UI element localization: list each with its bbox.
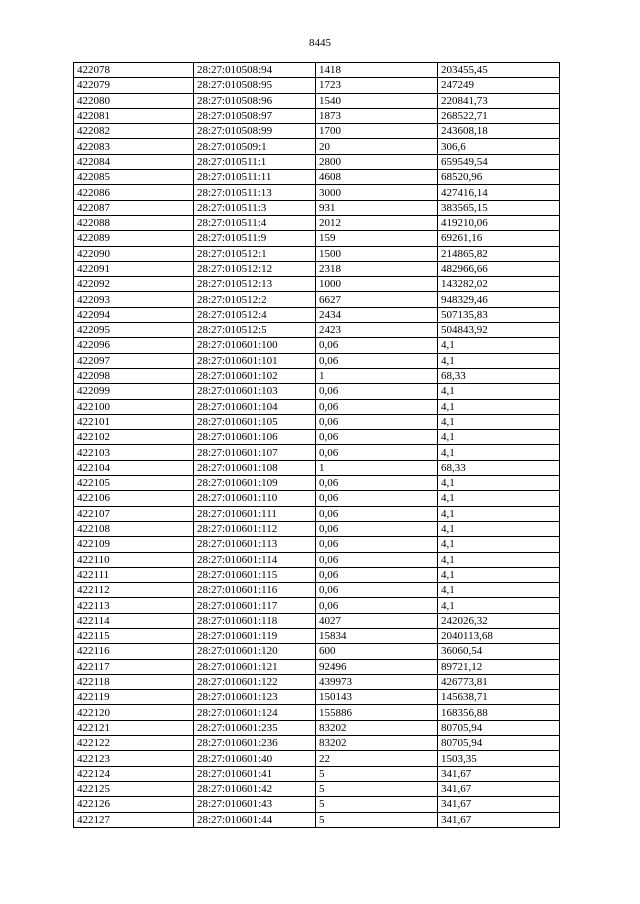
- page-number: 8445: [309, 37, 331, 49]
- value-cell: 80705,94: [438, 720, 560, 735]
- cadastral-number-cell: 28:27:010508:96: [194, 93, 316, 108]
- table-row: [74, 736, 560, 751]
- table-row: [74, 812, 560, 827]
- cadastral-number-cell: 28:27:010601:123: [194, 690, 316, 705]
- value-cell: 948329,46: [438, 292, 560, 307]
- cadastral-number-cell: 28:27:010601:235: [194, 720, 316, 735]
- value-cell: 4,1: [438, 476, 560, 491]
- cadastral-number-cell: 28:27:010512:12: [194, 261, 316, 276]
- area-cell: 2012: [316, 215, 438, 230]
- cadastral-number-cell: 28:27:010601:43: [194, 797, 316, 812]
- record-number-cell: 422097: [74, 353, 194, 368]
- cadastral-number-cell: 28:27:010601:236: [194, 736, 316, 751]
- area-cell: 155886: [316, 705, 438, 720]
- table-row: [74, 78, 560, 93]
- area-cell: 1: [316, 460, 438, 475]
- record-number-cell: 422087: [74, 200, 194, 215]
- cadastral-number-cell: 28:27:010601:40: [194, 751, 316, 766]
- value-cell: 69261,16: [438, 231, 560, 246]
- area-cell: 0,06: [316, 338, 438, 353]
- value-cell: 145638,71: [438, 690, 560, 705]
- value-cell: 4,1: [438, 598, 560, 613]
- table-row: [74, 63, 560, 78]
- record-number-cell: 422123: [74, 751, 194, 766]
- value-cell: 268522,71: [438, 108, 560, 123]
- record-number-cell: 422114: [74, 613, 194, 628]
- table-row: [74, 659, 560, 674]
- area-cell: 15834: [316, 628, 438, 643]
- cadastral-number-cell: 28:27:010511:11: [194, 170, 316, 185]
- table-row: [74, 353, 560, 368]
- value-cell: 4,1: [438, 353, 560, 368]
- value-cell: 247249: [438, 78, 560, 93]
- value-cell: 383565,15: [438, 200, 560, 215]
- value-cell: 220841,73: [438, 93, 560, 108]
- table-row: [74, 644, 560, 659]
- area-cell: 1500: [316, 246, 438, 261]
- area-cell: 0,06: [316, 353, 438, 368]
- value-cell: 4,1: [438, 399, 560, 414]
- record-number-cell: 422119: [74, 690, 194, 705]
- record-number-cell: 422108: [74, 521, 194, 536]
- table-row: [74, 430, 560, 445]
- area-cell: 0,06: [316, 384, 438, 399]
- area-cell: 5: [316, 781, 438, 796]
- table-row: [74, 292, 560, 307]
- record-number-cell: 422099: [74, 384, 194, 399]
- cadastral-number-cell: 28:27:010601:112: [194, 521, 316, 536]
- area-cell: 600: [316, 644, 438, 659]
- value-cell: 168356,88: [438, 705, 560, 720]
- record-number-cell: 422127: [74, 812, 194, 827]
- table-row: [74, 460, 560, 475]
- cadastral-number-cell: 28:27:010511:9: [194, 231, 316, 246]
- record-number-cell: 422106: [74, 491, 194, 506]
- area-cell: 4027: [316, 613, 438, 628]
- value-cell: 68,33: [438, 460, 560, 475]
- table-row: [74, 537, 560, 552]
- area-cell: 83202: [316, 736, 438, 751]
- cadastral-number-cell: 28:27:010601:109: [194, 476, 316, 491]
- area-cell: 5: [316, 766, 438, 781]
- cadastral-number-cell: 28:27:010601:110: [194, 491, 316, 506]
- value-cell: 341,67: [438, 797, 560, 812]
- value-cell: 341,67: [438, 781, 560, 796]
- value-cell: 4,1: [438, 384, 560, 399]
- value-cell: 68,33: [438, 368, 560, 383]
- record-number-cell: 422083: [74, 139, 194, 154]
- table-row: [74, 613, 560, 628]
- table-row: [74, 598, 560, 613]
- cadastral-number-cell: 28:27:010601:104: [194, 399, 316, 414]
- cadastral-number-cell: 28:27:010512:13: [194, 277, 316, 292]
- record-number-cell: 422102: [74, 430, 194, 445]
- table-row: [74, 552, 560, 567]
- table-row: [74, 93, 560, 108]
- table-row: [74, 491, 560, 506]
- record-number-cell: 422110: [74, 552, 194, 567]
- area-cell: 2318: [316, 261, 438, 276]
- cadastral-number-cell: 28:27:010508:99: [194, 124, 316, 139]
- value-cell: 427416,14: [438, 185, 560, 200]
- cadastral-number-cell: 28:27:010601:121: [194, 659, 316, 674]
- table-row: [74, 154, 560, 169]
- record-number-cell: 422092: [74, 277, 194, 292]
- cadastral-number-cell: 28:27:010601:105: [194, 414, 316, 429]
- record-number-cell: 422082: [74, 124, 194, 139]
- record-number-cell: 422095: [74, 323, 194, 338]
- cadastral-number-cell: 28:27:010601:103: [194, 384, 316, 399]
- value-cell: 341,67: [438, 766, 560, 781]
- record-number-cell: 422084: [74, 154, 194, 169]
- table-row: [74, 414, 560, 429]
- table-row: [74, 445, 560, 460]
- table-row: [74, 215, 560, 230]
- area-cell: 159: [316, 231, 438, 246]
- record-number-cell: 422086: [74, 185, 194, 200]
- area-cell: 0,06: [316, 552, 438, 567]
- value-cell: 242026,32: [438, 613, 560, 628]
- table-row: [74, 368, 560, 383]
- table-row: [74, 781, 560, 796]
- area-cell: 1873: [316, 108, 438, 123]
- area-cell: 1723: [316, 78, 438, 93]
- record-number-cell: 422089: [74, 231, 194, 246]
- table-row: [74, 338, 560, 353]
- record-number-cell: 422100: [74, 399, 194, 414]
- table-row: [74, 200, 560, 215]
- table-row: [74, 797, 560, 812]
- table-row: [74, 751, 560, 766]
- table-row: [74, 170, 560, 185]
- value-cell: 426773,81: [438, 674, 560, 689]
- table-row: [74, 124, 560, 139]
- cadastral-number-cell: 28:27:010601:44: [194, 812, 316, 827]
- record-number-cell: 422079: [74, 78, 194, 93]
- table-row: [74, 323, 560, 338]
- record-number-cell: 422090: [74, 246, 194, 261]
- record-number-cell: 422124: [74, 766, 194, 781]
- value-cell: 4,1: [438, 445, 560, 460]
- record-number-cell: 422080: [74, 93, 194, 108]
- record-number-cell: 422107: [74, 506, 194, 521]
- table-row: [74, 705, 560, 720]
- cadastral-number-cell: 28:27:010601:114: [194, 552, 316, 567]
- cadastral-number-cell: 28:27:010601:101: [194, 353, 316, 368]
- cadastral-number-cell: 28:27:010511:3: [194, 200, 316, 215]
- area-cell: 931: [316, 200, 438, 215]
- record-number-cell: 422091: [74, 261, 194, 276]
- record-number-cell: 422081: [74, 108, 194, 123]
- value-cell: 659549,54: [438, 154, 560, 169]
- cadastral-number-cell: 28:27:010508:97: [194, 108, 316, 123]
- value-cell: 4,1: [438, 506, 560, 521]
- value-cell: 4,1: [438, 583, 560, 598]
- table-row: [74, 261, 560, 276]
- cadastral-number-cell: 28:27:010601:117: [194, 598, 316, 613]
- value-cell: 1503,35: [438, 751, 560, 766]
- record-number-cell: 422116: [74, 644, 194, 659]
- area-cell: 0,06: [316, 567, 438, 582]
- value-cell: 4,1: [438, 491, 560, 506]
- cadastral-number-cell: 28:27:010601:116: [194, 583, 316, 598]
- record-number-cell: 422118: [74, 674, 194, 689]
- value-cell: 4,1: [438, 430, 560, 445]
- record-number-cell: 422125: [74, 781, 194, 796]
- cadastral-number-cell: 28:27:010512:1: [194, 246, 316, 261]
- record-number-cell: 422111: [74, 567, 194, 582]
- cadastral-number-cell: 28:27:010601:107: [194, 445, 316, 460]
- table-row: [74, 399, 560, 414]
- cadastral-number-cell: 28:27:010601:108: [194, 460, 316, 475]
- value-cell: 214865,82: [438, 246, 560, 261]
- area-cell: 20: [316, 139, 438, 154]
- table-row: [74, 506, 560, 521]
- area-cell: 1000: [316, 277, 438, 292]
- cadastral-number-cell: 28:27:010509:1: [194, 139, 316, 154]
- table-row: [74, 185, 560, 200]
- area-cell: 3000: [316, 185, 438, 200]
- record-number-cell: 422101: [74, 414, 194, 429]
- record-number-cell: 422120: [74, 705, 194, 720]
- area-cell: 5: [316, 812, 438, 827]
- value-cell: 203455,45: [438, 63, 560, 78]
- area-cell: 439973: [316, 674, 438, 689]
- cadastral-number-cell: 28:27:010601:124: [194, 705, 316, 720]
- table-row: [74, 766, 560, 781]
- record-number-cell: 422104: [74, 460, 194, 475]
- table-row: [74, 277, 560, 292]
- record-number-cell: 422094: [74, 307, 194, 322]
- record-number-cell: 422113: [74, 598, 194, 613]
- value-cell: 4,1: [438, 537, 560, 552]
- area-cell: 0,06: [316, 521, 438, 536]
- value-cell: 306,6: [438, 139, 560, 154]
- record-number-cell: 422093: [74, 292, 194, 307]
- value-cell: 243608,18: [438, 124, 560, 139]
- area-cell: 2434: [316, 307, 438, 322]
- area-cell: 6627: [316, 292, 438, 307]
- record-number-cell: 422122: [74, 736, 194, 751]
- value-cell: 2040113,68: [438, 628, 560, 643]
- value-cell: 4,1: [438, 552, 560, 567]
- table-row: [74, 720, 560, 735]
- cadastral-number-cell: 28:27:010601:102: [194, 368, 316, 383]
- record-number-cell: 422078: [74, 63, 194, 78]
- value-cell: 504843,92: [438, 323, 560, 338]
- record-number-cell: 422126: [74, 797, 194, 812]
- table-row: [74, 307, 560, 322]
- table-row: [74, 567, 560, 582]
- table-row: [74, 231, 560, 246]
- area-cell: 0,06: [316, 414, 438, 429]
- record-number-cell: 422098: [74, 368, 194, 383]
- area-cell: 2800: [316, 154, 438, 169]
- record-number-cell: 422105: [74, 476, 194, 491]
- table-row: [74, 139, 560, 154]
- table-row: [74, 476, 560, 491]
- area-cell: 0,06: [316, 491, 438, 506]
- area-cell: 4608: [316, 170, 438, 185]
- table-row: [74, 674, 560, 689]
- record-number-cell: 422088: [74, 215, 194, 230]
- cadastral-number-cell: 28:27:010512:2: [194, 292, 316, 307]
- table-row: [74, 384, 560, 399]
- table-row: [74, 108, 560, 123]
- cadastral-number-cell: 28:27:010508:95: [194, 78, 316, 93]
- value-cell: 89721,12: [438, 659, 560, 674]
- cadastral-number-cell: 28:27:010511:1: [194, 154, 316, 169]
- area-cell: 0,06: [316, 399, 438, 414]
- area-cell: 0,06: [316, 476, 438, 491]
- cadastral-number-cell: 28:27:010601:42: [194, 781, 316, 796]
- area-cell: 0,06: [316, 445, 438, 460]
- cadastral-number-cell: 28:27:010601:41: [194, 766, 316, 781]
- area-cell: 0,06: [316, 506, 438, 521]
- record-number-cell: 422109: [74, 537, 194, 552]
- cadastral-number-cell: 28:27:010508:94: [194, 63, 316, 78]
- table-body: [74, 63, 560, 828]
- area-cell: 83202: [316, 720, 438, 735]
- area-cell: 2423: [316, 323, 438, 338]
- record-number-cell: 422115: [74, 628, 194, 643]
- cadastral-number-cell: 28:27:010601:115: [194, 567, 316, 582]
- area-cell: 0,06: [316, 583, 438, 598]
- value-cell: 68520,96: [438, 170, 560, 185]
- value-cell: 4,1: [438, 338, 560, 353]
- area-cell: 1418: [316, 63, 438, 78]
- table-row: [74, 521, 560, 536]
- record-number-cell: 422096: [74, 338, 194, 353]
- value-cell: 143282,02: [438, 277, 560, 292]
- table-row: [74, 690, 560, 705]
- area-cell: 22: [316, 751, 438, 766]
- cadastral-number-cell: 28:27:010512:5: [194, 323, 316, 338]
- value-cell: 482966,66: [438, 261, 560, 276]
- value-cell: 341,67: [438, 812, 560, 827]
- area-cell: 92496: [316, 659, 438, 674]
- cadastral-number-cell: 28:27:010601:111: [194, 506, 316, 521]
- table-row: [74, 583, 560, 598]
- cadastral-number-cell: 28:27:010601:106: [194, 430, 316, 445]
- record-number-cell: 422121: [74, 720, 194, 735]
- area-cell: 0,06: [316, 537, 438, 552]
- cadastral-number-cell: 28:27:010601:113: [194, 537, 316, 552]
- record-number-cell: 422085: [74, 170, 194, 185]
- area-cell: 1540: [316, 93, 438, 108]
- data-table: [73, 62, 560, 828]
- cadastral-number-cell: 28:27:010601:120: [194, 644, 316, 659]
- record-number-cell: 422103: [74, 445, 194, 460]
- area-cell: 1700: [316, 124, 438, 139]
- value-cell: 4,1: [438, 567, 560, 582]
- value-cell: 4,1: [438, 414, 560, 429]
- cadastral-number-cell: 28:27:010511:13: [194, 185, 316, 200]
- table-row: [74, 246, 560, 261]
- value-cell: 507135,83: [438, 307, 560, 322]
- area-cell: 1: [316, 368, 438, 383]
- cadastral-number-cell: 28:27:010511:4: [194, 215, 316, 230]
- value-cell: 4,1: [438, 521, 560, 536]
- value-cell: 419210,06: [438, 215, 560, 230]
- cadastral-number-cell: 28:27:010601:119: [194, 628, 316, 643]
- table-row: [74, 628, 560, 643]
- record-number-cell: 422117: [74, 659, 194, 674]
- cadastral-number-cell: 28:27:010601:122: [194, 674, 316, 689]
- cadastral-number-cell: 28:27:010512:4: [194, 307, 316, 322]
- value-cell: 36060,54: [438, 644, 560, 659]
- area-cell: 0,06: [316, 598, 438, 613]
- cadastral-number-cell: 28:27:010601:118: [194, 613, 316, 628]
- area-cell: 0,06: [316, 430, 438, 445]
- record-number-cell: 422112: [74, 583, 194, 598]
- cadastral-number-cell: 28:27:010601:100: [194, 338, 316, 353]
- value-cell: 80705,94: [438, 736, 560, 751]
- area-cell: 150143: [316, 690, 438, 705]
- area-cell: 5: [316, 797, 438, 812]
